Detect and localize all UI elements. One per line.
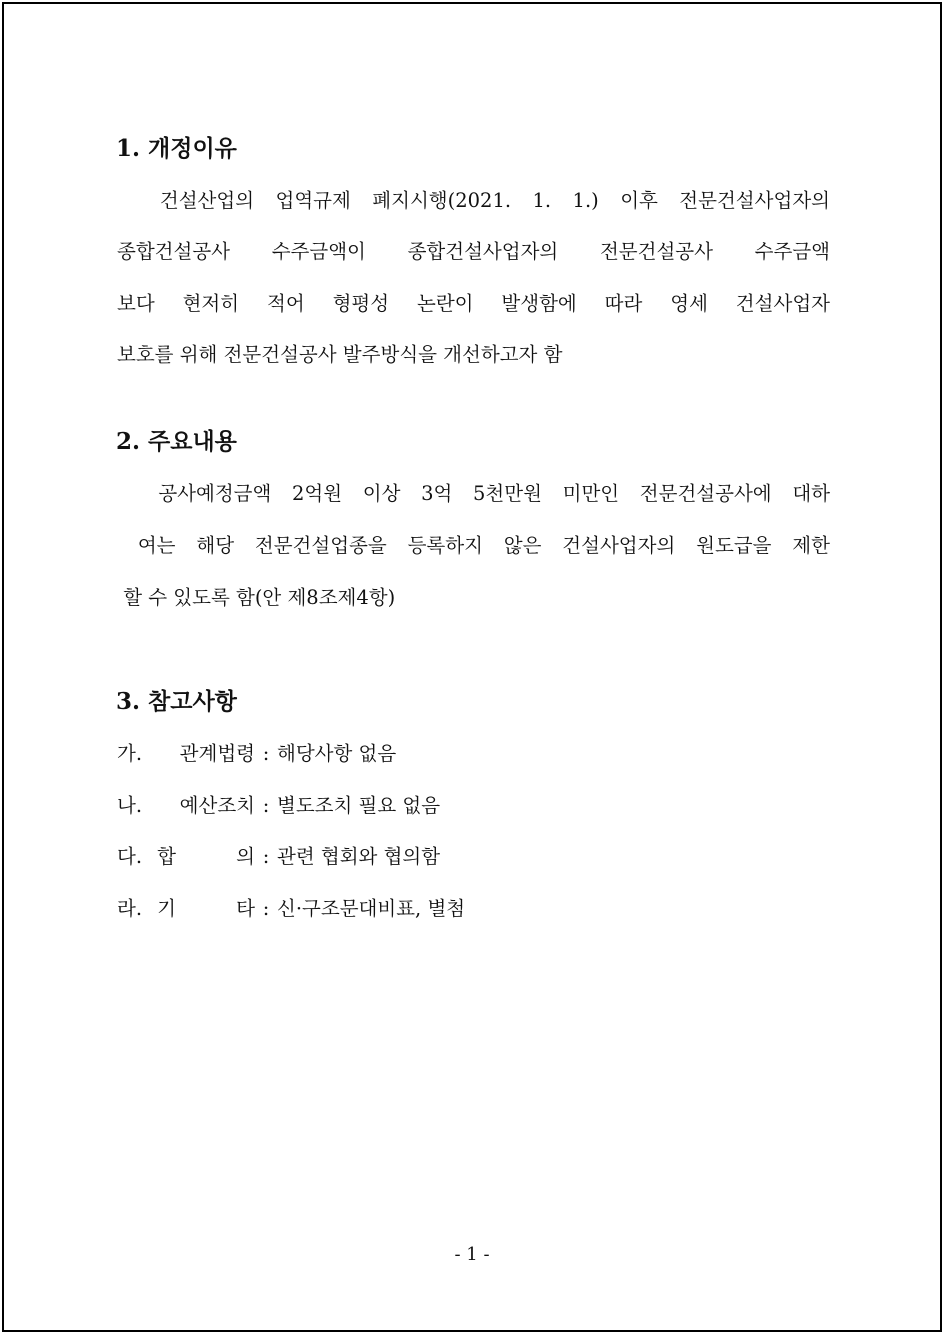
reference-colon: : xyxy=(262,742,270,765)
reference-colon: : xyxy=(262,794,270,817)
section-1-line-3: 보다 현저히 적어 형평성 논란이 발생함에 따라 영세 건설사업자 xyxy=(117,292,830,315)
section-2-heading: 2. 주요내용 xyxy=(116,428,237,455)
reference-item-budget xyxy=(117,796,440,816)
reference-item-consultation xyxy=(117,847,440,867)
reference-value: 신·구조문대비표, 별첨 xyxy=(277,897,466,920)
document-page xyxy=(2,2,942,1332)
reference-value: 해당사항 없음 xyxy=(277,742,397,765)
reference-item-laws xyxy=(117,744,396,764)
reference-colon: : xyxy=(262,845,270,868)
reference-label: 나. 예산조치 xyxy=(117,794,255,817)
section-2-line-1: 공사예정금액 2억원 이상 3억 5천만원 미만인 전문건설공사에 대하 xyxy=(117,482,830,505)
page-number: - 1 - xyxy=(454,1244,490,1265)
section-2-line-3: 할 수 있도록 함(안 제8조제4항) xyxy=(117,586,396,609)
section-2-line-2: 여는 해당 전문건설업종을 등록하지 않은 건설사업자의 원도급을 제한 xyxy=(117,534,830,557)
section-3-heading: 3. 참고사항 xyxy=(116,688,237,715)
reference-label: 라. 기 타 xyxy=(117,897,255,920)
reference-label: 다. 합 의 xyxy=(117,845,255,868)
reference-value: 관련 협회와 협의함 xyxy=(277,845,441,868)
document-body xyxy=(4,4,940,1330)
section-1-line-1: 건설산업의 업역규제 폐지시행(2021. 1. 1.) 이후 전문건설사업자의 xyxy=(117,189,830,212)
reference-item-other xyxy=(117,899,465,919)
section-1-heading: 1. 개정이유 xyxy=(116,135,237,162)
section-1-line-4: 보호를 위해 전문건설공사 발주방식을 개선하고자 함 xyxy=(117,343,563,366)
section-1-line-2: 종합건설공사 수주금액이 종합건설사업자의 전문건설공사 수주금액 xyxy=(117,240,830,263)
reference-value: 별도조치 필요 없음 xyxy=(277,794,441,817)
reference-label: 가. 관계법령 xyxy=(117,742,255,765)
reference-colon: : xyxy=(262,897,270,920)
